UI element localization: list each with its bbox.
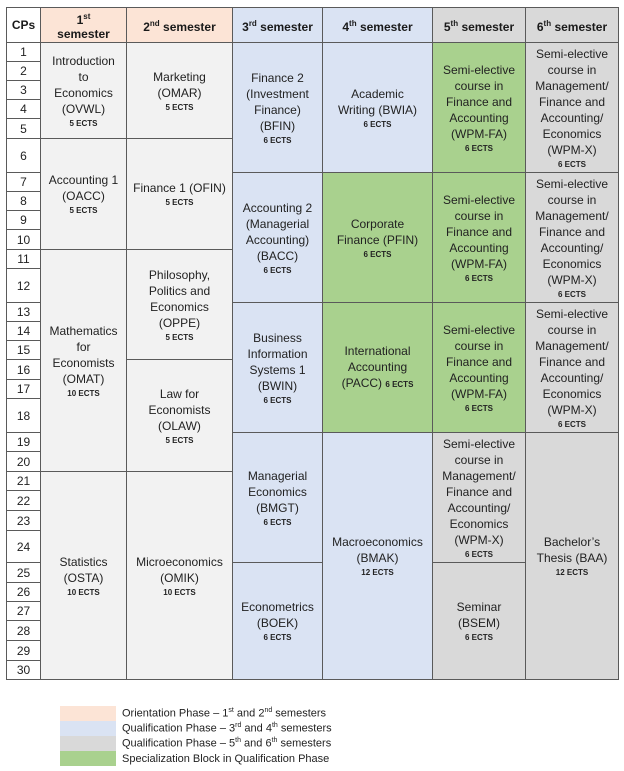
legend-label: Qualification Phase – 5th and 6th semesters <box>122 737 332 750</box>
course-wpm-x-2: Semi-elective course in Management/ Finance and Accounting/ Economics (WPM-X) 6 ECTS <box>525 172 619 303</box>
header-semester-6: 6th semester <box>525 7 619 43</box>
cp-row: 11 <box>6 249 41 269</box>
cp-row: 23 <box>6 510 41 531</box>
course-baa: Bachelor’s Thesis (BAA) 12 ECTS <box>525 432 619 680</box>
legend-item-qualification-56 <box>60 736 332 751</box>
course-oacc: Accounting 1 (OACC) 5 ECTS <box>40 138 127 250</box>
course-bfin: Finance 2 (Investment Finance) (BFIN) 6 ECTS <box>232 42 323 173</box>
course-omat: Mathematics for Economists (OMAT) 10 ECTS <box>40 249 127 472</box>
course-omik: Microeconomics (OMIK) 10 ECTS <box>126 471 233 680</box>
header-semester-2: 2nd semester <box>126 7 233 43</box>
cp-row: 13 <box>6 302 41 322</box>
cp-row: 21 <box>6 471 41 491</box>
cp-row: 25 <box>6 562 41 583</box>
cp-row: 24 <box>6 530 41 563</box>
legend-item-orientation <box>60 706 332 721</box>
cp-row: 8 <box>6 191 41 211</box>
legend-label: Orientation Phase – 1st and 2nd semesters <box>122 707 327 720</box>
course-bwin: Business Information Systems 1 (BWIN) 6 ECTS <box>232 302 323 433</box>
cp-row: 28 <box>6 620 41 641</box>
course-wpm-x-4: Semi-elective course in Management/ Finance and Accounting/ Economics (WPM-X) 6 ECTS <box>432 432 526 563</box>
course-osta: Statistics (OSTA) 10 ECTS <box>40 471 127 680</box>
course-ofin: Finance 1 (OFIN) 5 ECTS <box>126 138 233 250</box>
legend-swatch <box>60 751 116 766</box>
course-bsem: Seminar (BSEM) 6 ECTS <box>432 562 526 680</box>
cp-row: 30 <box>6 660 41 680</box>
legend-item-qualification-34 <box>60 721 332 736</box>
cp-row: 27 <box>6 601 41 621</box>
course-wpm-fa-2: Semi-elective course in Finance and Accounting (WPM-FA) 6 ECTS <box>432 172 526 303</box>
legend-label: Specialization Block in Qualification Phase <box>122 752 330 765</box>
cp-row: 5 <box>6 118 41 139</box>
cp-row: 29 <box>6 640 41 661</box>
course-wpm-x-1: Semi-elective course in Management/ Finance and Accounting/ Economics (WPM-X) 6 ECTS <box>525 42 619 173</box>
header-semester-5: 5th semester <box>432 7 526 43</box>
course-bmak: Macroeconomics (BMAK) 12 ECTS <box>322 432 433 680</box>
cp-row: 4 <box>6 99 41 119</box>
cp-row: 17 <box>6 379 41 399</box>
cp-row: 12 <box>6 268 41 303</box>
cp-row: 15 <box>6 340 41 360</box>
header-semester-1: 1st semester <box>40 7 127 43</box>
header-semester-3: 3rd semester <box>232 7 323 43</box>
course-bacc: Accounting 2 (Managerial Accounting) (BACC) 6 ECTS <box>232 172 323 303</box>
cp-row: 18 <box>6 398 41 433</box>
course-pfin: Corporate Finance (PFIN) 6 ECTS <box>322 172 433 303</box>
cp-row: 7 <box>6 172 41 192</box>
legend-item-specialization <box>60 751 332 766</box>
cp-row: 2 <box>6 61 41 81</box>
course-bwia: Academic Writing (BWIA) 6 ECTS <box>322 42 433 173</box>
course-wpm-fa-3: Semi-elective course in Finance and Accounting (WPM-FA) 6 ECTS <box>432 302 526 433</box>
cp-row: 10 <box>6 229 41 250</box>
cp-row: 9 <box>6 210 41 230</box>
cp-row: 14 <box>6 321 41 341</box>
course-wpm-x-3: Semi-elective course in Management/ Finance and Accounting/ Economics (WPM-X) 6 ECTS <box>525 302 619 433</box>
course-omar: Marketing (OMAR) 5 ECTS <box>126 42 233 139</box>
cp-row: 3 <box>6 80 41 100</box>
course-wpm-fa-1: Semi-elective course in Finance and Accounting (WPM-FA) 6 ECTS <box>432 42 526 173</box>
course-olaw: Law for Economists (OLAW) 5 ECTS <box>126 359 233 472</box>
legend-label: Qualification Phase – 3rd and 4th semesters <box>122 722 332 735</box>
legend-swatch <box>60 736 116 751</box>
cp-row: 16 <box>6 359 41 380</box>
cp-row: 20 <box>6 451 41 472</box>
cp-row: 19 <box>6 432 41 452</box>
legend-swatch <box>60 706 116 721</box>
course-bmgt: Managerial Economics (BMGT) 6 ECTS <box>232 432 323 563</box>
header-semester-4: 4th semester <box>322 7 433 43</box>
cp-row: 1 <box>6 42 41 62</box>
course-ovwl: Introduction to Economics (OVWL) 5 ECTS <box>40 42 127 139</box>
course-oppe: Philosophy, Politics and Economics (OPPE) 5 ECTS <box>126 249 233 360</box>
cp-row: 6 <box>6 138 41 173</box>
header-cps: CPs <box>6 7 41 43</box>
legend-swatch <box>60 721 116 736</box>
course-boek: Econometrics (BOEK) 6 ECTS <box>232 562 323 680</box>
course-pacc: International Accounting (PACC) 6 ECTS <box>322 302 433 433</box>
cp-row: 26 <box>6 582 41 602</box>
cp-row: 22 <box>6 490 41 511</box>
legend <box>60 706 332 766</box>
